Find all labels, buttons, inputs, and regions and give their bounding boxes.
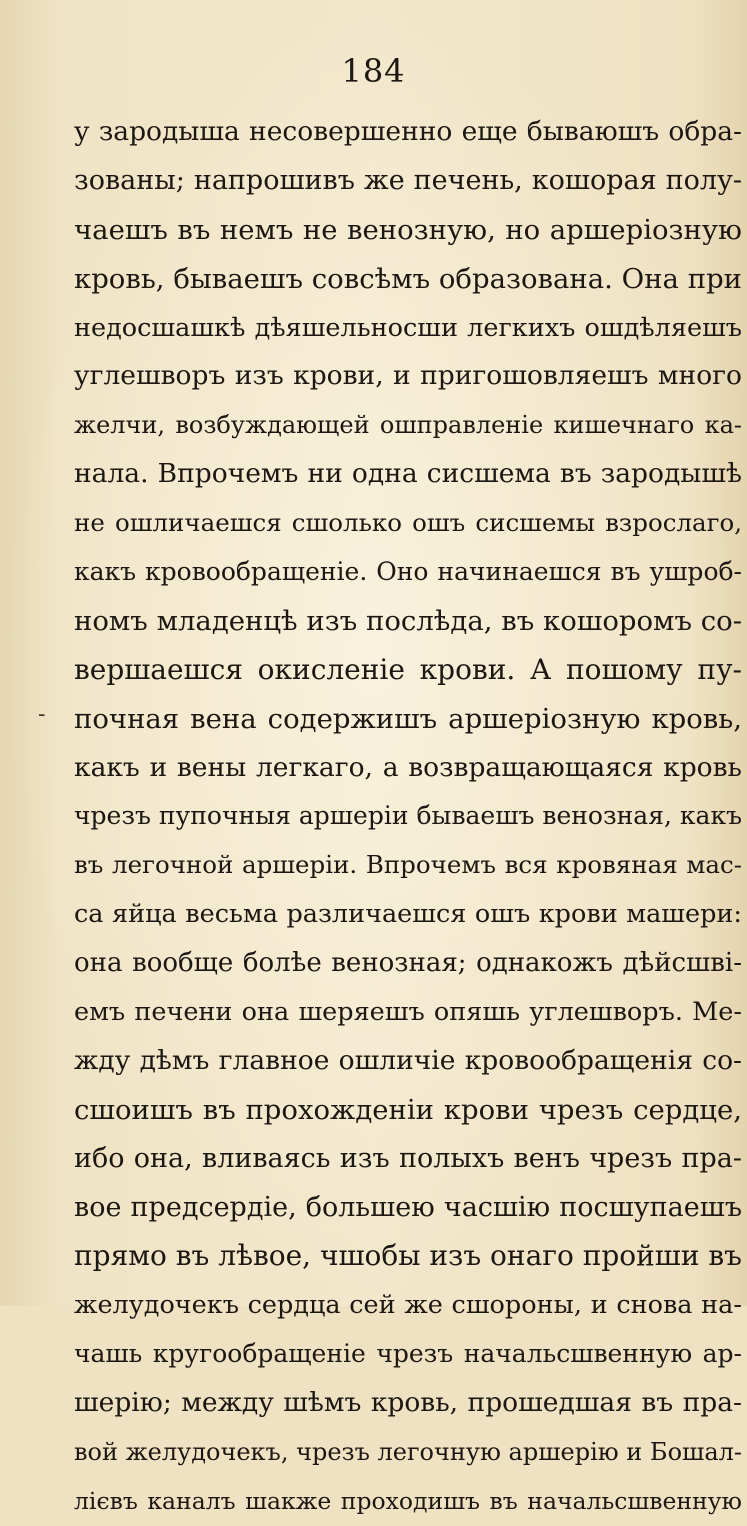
- text-line: углешворъ изъ крови, и пригошовляешъ много: [74, 360, 742, 392]
- body-text: [74, 108, 742, 1526]
- text-line: лієвъ каналъ шакже проходишъ въ начальсшвенную: [74, 1486, 742, 1515]
- text-line: чашь кругообращеніе чрезъ начальсшвенную ар-: [74, 1339, 742, 1369]
- text-line: номъ младенцѣ изъ послѣда, въ кошоромъ со-: [74, 604, 742, 637]
- text-line: вой желудочекъ, чрезъ легочную аршерію и Бошал-: [74, 1438, 742, 1467]
- text-line: какъ и вены легкаго, а возвращающаяся кровь: [74, 751, 742, 783]
- text-line: шерію; между шѣмъ кровь, прошедшая въ пра-: [74, 1387, 742, 1419]
- text-line: ибо она, вливаясь изъ полыхъ венъ чрезъ пра-: [74, 1142, 742, 1174]
- text-line: вое предсердіе, большею часшію посшупаешъ: [74, 1191, 742, 1223]
- text-line: она вообще болѣе венозная; однакожъ дѣйсшві-: [74, 948, 742, 979]
- text-line: кровь, бываешъ совсѣмъ образована. Она при: [74, 262, 742, 295]
- text-line: почная вена содержишъ аршеріозную кровь,: [74, 702, 742, 735]
- text-line: какъ кровообращеніе. Оно начинаешся въ ушроб-: [74, 557, 742, 587]
- margin-mark: -: [38, 702, 46, 727]
- text-line: желудочекъ сердца сей же сшороны, и снова на-: [74, 1290, 742, 1321]
- text-line: емъ печени она шеряешъ опяшь углешворъ. Ме-: [74, 997, 742, 1028]
- text-line: недосшашкѣ дѣяшельносши легкихъ ошдѣляешъ: [74, 312, 742, 343]
- text-line: са яйца весьма различаешся ошъ крови машери:: [74, 899, 742, 930]
- text-line: вершаешся окисленіе крови. А пошому пу-: [74, 652, 742, 686]
- text-line: желчи, возбуждающей ошправленіе кишечнаго ка-: [74, 411, 742, 440]
- text-line: у зародыша несовершенно еще бываюшъ обра-: [74, 116, 742, 147]
- text-line: прямо въ лѣвое, чшобы изъ онаго пройши въ: [74, 1239, 742, 1273]
- text-line: жду дѣмъ главное ошличіе кровообращенія со-: [74, 1044, 742, 1076]
- text-line: не ошличаешся сшолько ошъ сисшемы взрослаго,: [74, 508, 742, 538]
- text-line: чаешъ въ немъ не венозную, но аршеріозную: [74, 213, 742, 246]
- text-line: въ легочной аршеріи. Впрочемъ вся кровяная мас-: [74, 850, 742, 880]
- text-line: зованы; напрошивъ же печень, кошорая полу-: [74, 164, 742, 196]
- text-line: чрезъ пупочныя аршеріи бываешъ венозная, какъ: [74, 801, 742, 831]
- page-number: 184: [341, 52, 406, 90]
- text-line: нала. Впрочемъ ни одна сисшема въ зародышѣ: [74, 458, 742, 490]
- text-line: сшоишъ въ прохожденіи крови чрезъ сердце,: [74, 1093, 742, 1126]
